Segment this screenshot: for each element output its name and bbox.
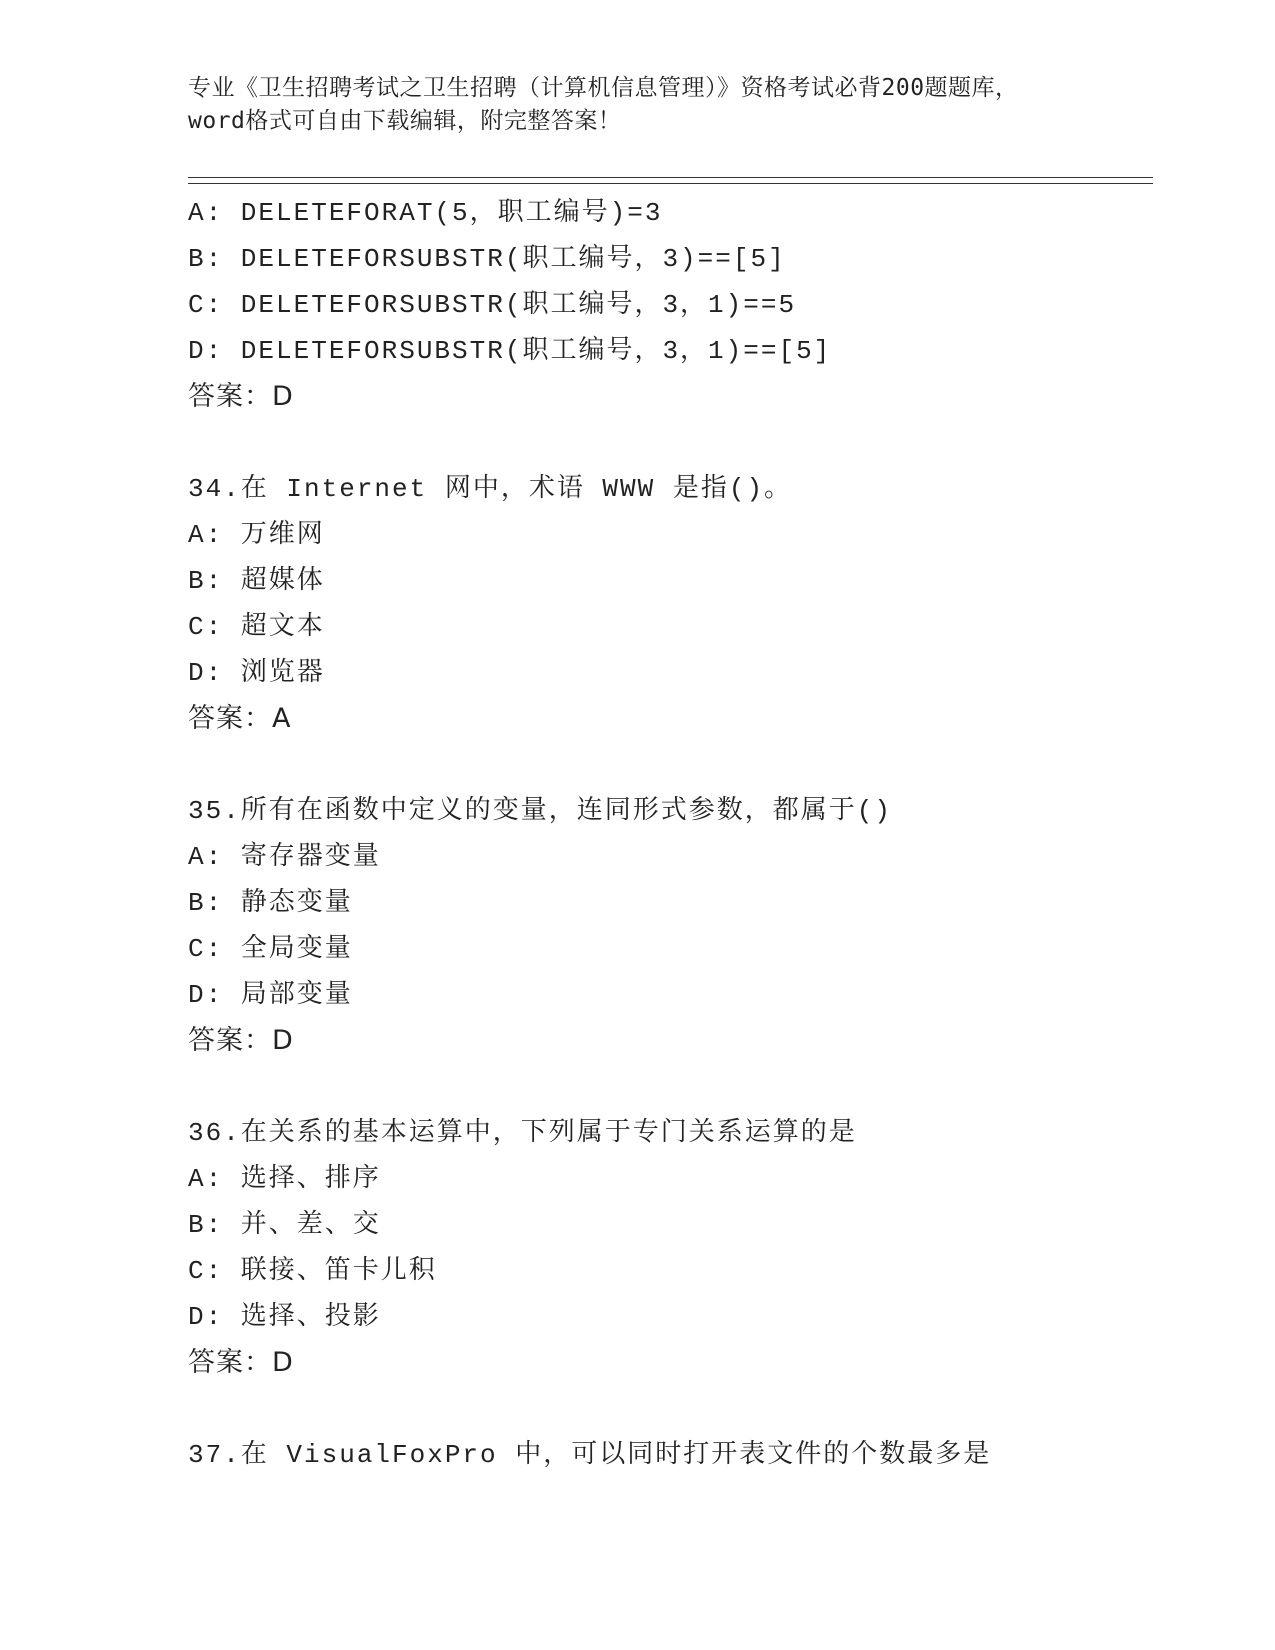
- option-b: B: 静态变量: [188, 888, 353, 918]
- spacer: [188, 1386, 1148, 1432]
- option-b: B: DELETEFORSUBSTR(职工编号，3)==[5]: [188, 244, 786, 274]
- spacer: [188, 742, 1148, 788]
- question-35: [188, 788, 1148, 1064]
- option-a: A: 万维网: [188, 520, 325, 550]
- spacer: [188, 420, 1148, 466]
- answer: 答案：D: [188, 1025, 294, 1056]
- option-d: D: 浏览器: [188, 658, 325, 688]
- question-text: 37.在 VisualFoxPro 中，可以同时打开表文件的个数最多是: [188, 1440, 992, 1470]
- option-b: B: 并、差、交: [188, 1210, 381, 1240]
- question-34: [188, 466, 1148, 742]
- question-text: 35.所有在函数中定义的变量，连同形式参数，都属于(): [188, 796, 893, 826]
- question-text: 36.在关系的基本运算中，下列属于专门关系运算的是: [188, 1118, 857, 1148]
- question-36: [188, 1110, 1148, 1386]
- option-c: C: DELETEFORSUBSTR(职工编号，3，1)==5: [188, 290, 797, 320]
- answer: 答案：D: [188, 1347, 294, 1378]
- option-c: C: 全局变量: [188, 934, 353, 964]
- answer: 答案：D: [188, 381, 294, 412]
- question-list: [188, 190, 1148, 1478]
- option-c: C: 联接、笛卡儿积: [188, 1256, 437, 1286]
- question-text: 34.在 Internet 网中，术语 WWW 是指()。: [188, 474, 793, 504]
- document-header: [188, 72, 1088, 138]
- spacer: [188, 1064, 1148, 1110]
- answer: 答案：A: [188, 703, 292, 734]
- option-d: D: 选择、投影: [188, 1302, 381, 1332]
- option-b: B: 超媒体: [188, 566, 325, 596]
- option-a: A: DELETEFORAT(5，职工编号)=3: [188, 198, 663, 228]
- header-rule-top: [188, 177, 1153, 178]
- question-33: [188, 190, 1148, 420]
- option-c: C: 超文本: [188, 612, 325, 642]
- option-a: A: 选择、排序: [188, 1164, 381, 1194]
- header-line-1: 专业《卫生招聘考试之卫生招聘（计算机信息管理）》资格考试必背200题题库，: [188, 75, 1019, 101]
- option-d: D: DELETEFORSUBSTR(职工编号，3，1)==[5]: [188, 336, 832, 366]
- option-d: D: 局部变量: [188, 980, 353, 1010]
- header-line-2: word格式可自由下载编辑，附完整答案！: [188, 108, 622, 134]
- header-rule-bottom: [188, 183, 1153, 184]
- option-a: A: 寄存器变量: [188, 842, 381, 872]
- question-37: [188, 1432, 1148, 1478]
